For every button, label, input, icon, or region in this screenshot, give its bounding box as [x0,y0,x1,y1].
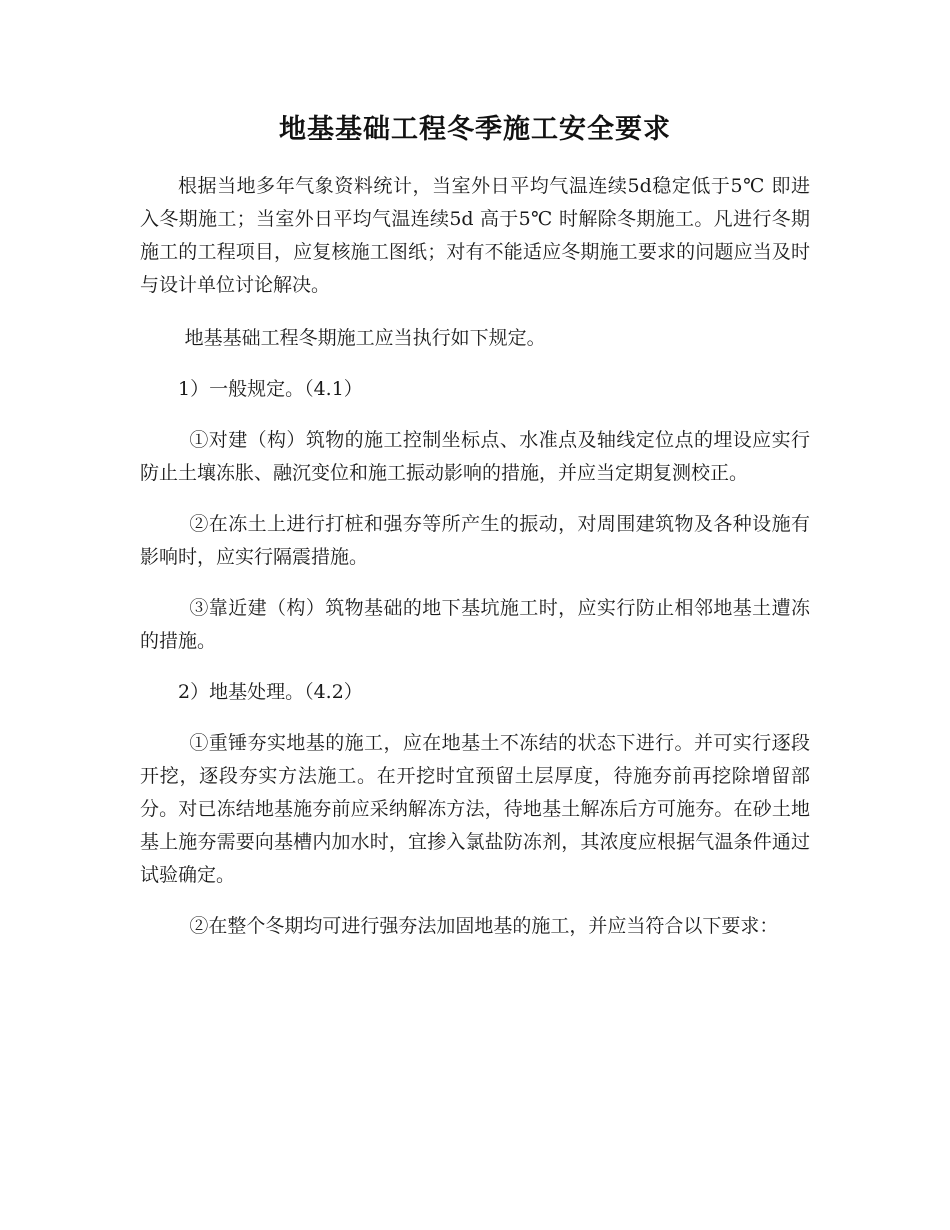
section-heading-foundation-treatment: 2）地基处理。（4.2） [178,681,363,703]
paragraph-rules-lead: 地基基础工程冬期施工应当执行如下规定。 [184,327,546,349]
document-page [140,108,810,961]
paragraph-item-2-1: ①重锤夯实地基的施工，应在地基土不冻结的状态下进行。并可实行逐段开挖，逐段夯实方法施工。在开挖时宜预留土层厚度，待施夯前再挖除增留部分。对已冻结地基施夯前应采纳解冻方法，待地基土解冻后方可施夯。在砂土地基上施夯需要向基槽内加水时，宜掺入氯盐防冻剂，其浓度应根据气温条件通过试验确定。 [140,732,810,886]
document-title: 地基基础工程冬季施工安全要求 [279,114,671,145]
section-heading-general: 1）一般规定。（4.1） [178,378,363,400]
paragraph-item-1-3: ③靠近建（构）筑物基础的地下基坑施工时，应实行防止相邻地基土遭冻的措施。 [140,597,810,652]
paragraph-item-2-2: ②在整个冬期均可进行强夯法加固地基的施工，并应当符合以下要求： [189,915,779,937]
paragraph-intro: 根据当地多年气象资料统计，当室外日平均气温连续5d稳定低于5℃ 即进入冬期施工；当室外日平均气温连续5d 高于5℃ 时解除冬期施工。凡进行冬期施工的工程项目，应复核施工图纸；对有不能适应冬期施工要求的问题应当及时与设计单位讨论解决。 [140,175,810,296]
paragraph-item-1-2: ②在冻土上进行打桩和强夯等所产生的振动，对周围建筑物及各种设施有影响时，应实行隔震措施。 [140,513,810,568]
paragraph-item-1-1: ①对建（构）筑物的施工控制坐标点、水准点及轴线定位点的埋设应实行防止土壤冻胀、融沉变位和施工振动影响的措施，并应当定期复测校正。 [140,429,810,484]
